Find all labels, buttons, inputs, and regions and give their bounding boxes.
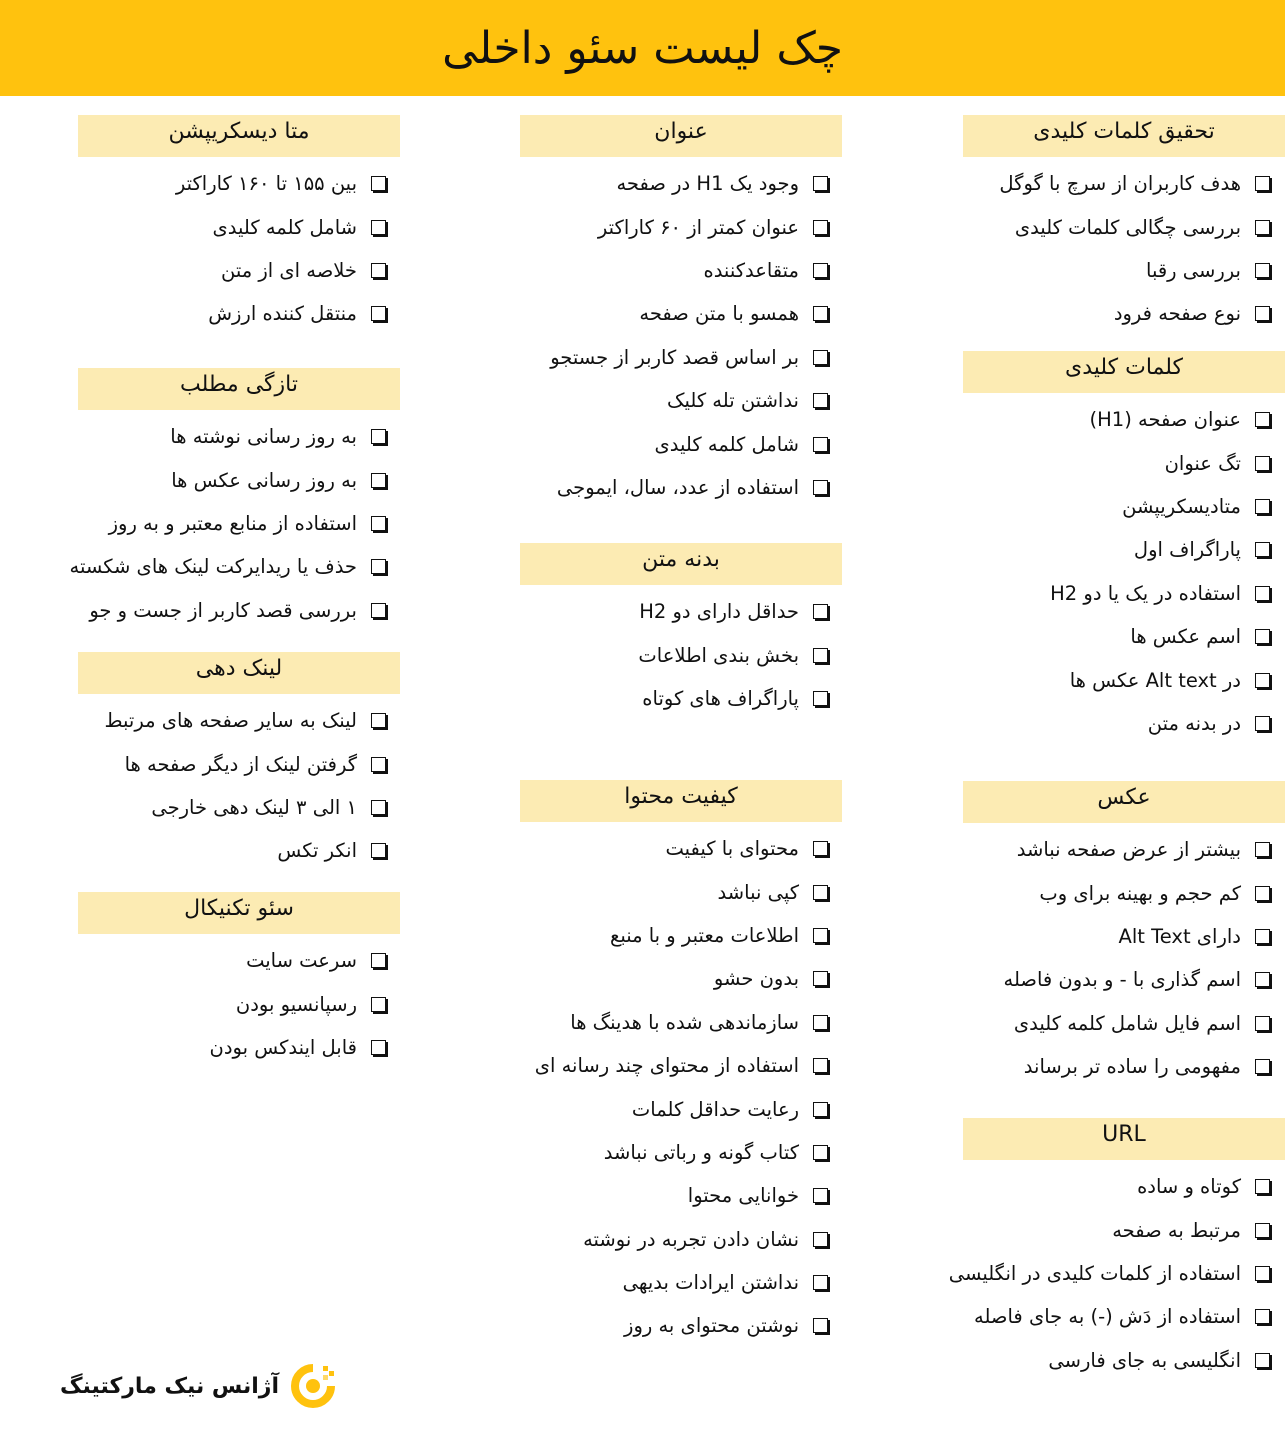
section-title: کلمات کلیدی <box>963 351 1285 393</box>
checkbox-icon[interactable] <box>813 1318 828 1333</box>
checkbox-icon[interactable] <box>1255 629 1270 644</box>
checklist-section <box>78 892 400 1059</box>
checklist-item[interactable] <box>550 292 830 335</box>
checklist-item-label: پاراگراف اول <box>1133 538 1241 562</box>
checklist-item-label: شامل کلمه کلیدی <box>212 215 357 239</box>
checkbox-icon[interactable] <box>813 480 828 495</box>
checklist-item-label: لینک به سایر صفحه های مرتبط <box>104 709 357 733</box>
checklist-item[interactable] <box>1004 1002 1273 1045</box>
checklist-item-label: مرتبط به صفحه <box>1112 1218 1241 1242</box>
section-title: بدنه متن <box>520 543 842 585</box>
checklist-item[interactable] <box>535 1218 830 1261</box>
checkbox-icon[interactable] <box>1255 886 1270 901</box>
checklist-item-label: استفاده از عدد، سال، ایموجی <box>556 475 799 499</box>
checklist <box>1050 398 1272 745</box>
checklist-item-label: تگ عنوان <box>1164 451 1241 475</box>
checkbox-icon[interactable] <box>371 220 386 235</box>
checklist-section <box>520 115 842 499</box>
section-title: کیفیت محتوا <box>520 780 842 822</box>
checkbox-icon[interactable] <box>1255 412 1270 427</box>
checklist-item-label: عنوان کمتر از ۶۰ کاراکتر <box>597 215 799 239</box>
checklist-item[interactable] <box>210 982 388 1025</box>
checklist-item-label: انگلیسی به جای فارسی <box>1048 1348 1241 1372</box>
checklist-item-label: منتقل کننده ارزش <box>208 302 357 326</box>
section-title: تحقیق کلمات کلیدی <box>963 115 1285 157</box>
checklist-item[interactable] <box>176 292 388 335</box>
checklist-item-label: کتاب گونه و رباتی نباشد <box>603 1140 799 1164</box>
checklist-item[interactable] <box>535 1304 830 1347</box>
checklist-item[interactable] <box>638 590 830 633</box>
checklist-item-label: ۱ الی ۳ لینک دهی خارجی <box>151 795 357 819</box>
checklist <box>70 415 388 632</box>
checkbox-icon[interactable] <box>371 843 386 858</box>
checkbox-icon[interactable] <box>1255 1309 1270 1324</box>
checklist-item-label: نداشتن تله کلیک <box>667 389 799 413</box>
checklist <box>949 1165 1272 1382</box>
checkbox-icon[interactable] <box>1255 1179 1270 1194</box>
checkbox-icon[interactable] <box>1255 1353 1270 1368</box>
checklist-item-label: بر اساس قصد کاربر از جستجو <box>550 345 799 369</box>
brand-logo <box>60 1362 337 1410</box>
checklist-item-label: اسم عکس ها <box>1130 625 1241 649</box>
checklist-section <box>963 115 1285 326</box>
checklist <box>176 162 388 336</box>
checklist-item[interactable] <box>550 205 830 248</box>
checklist-item[interactable] <box>535 1001 830 1044</box>
checklist-item[interactable] <box>535 870 830 913</box>
checklist-item[interactable] <box>1004 958 1273 1001</box>
checklist-item[interactable] <box>70 415 388 458</box>
checklist <box>1004 828 1273 1088</box>
checklist-item[interactable] <box>105 786 388 829</box>
checkbox-icon[interactable] <box>813 263 828 278</box>
checklist-item-label: نوشتن محتوای به روز <box>624 1314 799 1338</box>
checklist-item-label: بررسی چگالی کلمات کلیدی <box>1014 215 1241 239</box>
checkbox-icon[interactable] <box>371 263 386 278</box>
checklist-item-label: بیشتر از عرض صفحه نباشد <box>1016 838 1241 862</box>
checklist-item-label: بدون حشو <box>713 967 799 991</box>
checkbox-icon[interactable] <box>813 1015 828 1030</box>
checklist-item[interactable] <box>949 1165 1272 1208</box>
checklist <box>999 162 1272 336</box>
checkbox-icon[interactable] <box>813 928 828 943</box>
brand-name: آژانس نیک مارکتینگ <box>60 1373 280 1399</box>
checklist-item-label: اسم فایل شامل کلمه کلیدی <box>1013 1011 1241 1035</box>
checklist-item-label: رسپانسیو بودن <box>235 992 357 1016</box>
checklist-item-label: بخش بندی اطلاعات <box>638 643 799 667</box>
checkbox-icon[interactable] <box>1255 1016 1270 1031</box>
checkbox-icon[interactable] <box>371 429 386 444</box>
checklist-item[interactable] <box>535 1174 830 1217</box>
checklist-item[interactable] <box>176 249 388 292</box>
checklist-section <box>78 115 400 326</box>
checklist-item-label: کم حجم و بهینه برای وب <box>1039 881 1241 905</box>
brand-logo-icon <box>289 1362 337 1410</box>
checklist-item-label: کپی نباشد <box>717 880 799 904</box>
checkbox-icon[interactable] <box>1255 499 1270 514</box>
checkbox-icon[interactable] <box>1255 673 1270 688</box>
checklist-section <box>78 652 400 863</box>
checkbox-icon[interactable] <box>1255 842 1270 857</box>
title-banner <box>0 0 1285 96</box>
checklist-item[interactable] <box>999 205 1272 248</box>
checklist-item-label: حذف یا ریدایرکت لینک های شکسته <box>69 555 357 579</box>
section-title: لینک دهی <box>78 652 400 694</box>
checklist-section <box>520 780 842 1338</box>
checklist-item[interactable] <box>1050 658 1272 701</box>
checklist-item-label: بررسی رقبا <box>1146 258 1241 282</box>
checklist <box>105 699 388 873</box>
checkbox-icon[interactable] <box>813 1058 828 1073</box>
checkbox-icon[interactable] <box>1255 1223 1270 1238</box>
checklist-section <box>948 1118 1285 1372</box>
checklist-item-label: متقاعدکننده <box>703 258 799 282</box>
checkbox-icon[interactable] <box>1255 1059 1270 1074</box>
checklist-item-label: خلاصه ای از متن <box>221 258 357 282</box>
checklist-item[interactable] <box>535 957 830 1000</box>
checklist-item-label: اطلاعات معتبر و با منبع <box>609 923 799 947</box>
checklist-item-label: حداقل دارای دو H2 <box>639 600 799 624</box>
checkbox-icon[interactable] <box>813 437 828 452</box>
checkbox-icon[interactable] <box>813 841 828 856</box>
checklist-section <box>69 368 400 622</box>
checklist-item-label: سازماندهی شده با هدینگ ها <box>570 1010 799 1034</box>
checkbox-icon[interactable] <box>371 603 386 618</box>
checklist-item[interactable] <box>550 162 830 205</box>
checklist-item-label: استفاده از دَش (-) به جای فاصله <box>974 1305 1241 1329</box>
checklist-item[interactable] <box>1050 398 1272 441</box>
checklist-item-label: هدف کاربران از سرچ با گوگل <box>999 172 1241 196</box>
checklist-item[interactable] <box>70 502 388 545</box>
checkbox-icon[interactable] <box>371 800 386 815</box>
checklist-item[interactable] <box>550 379 830 422</box>
checkbox-icon[interactable] <box>1255 456 1270 471</box>
checklist-item-label: اسم گذاری با - و بدون فاصله <box>1003 968 1241 992</box>
section-title: سئو تکنیکال <box>78 892 400 934</box>
checklist-item[interactable] <box>70 589 388 632</box>
checklist-item-label: استفاده در یک یا دو H2 <box>1050 581 1241 605</box>
checklist-item[interactable] <box>1050 572 1272 615</box>
checklist-item[interactable] <box>1050 615 1272 658</box>
checkbox-icon[interactable] <box>813 648 828 663</box>
checklist-item-label: نوع صفحه فرود <box>1113 302 1241 326</box>
checklist-item[interactable] <box>70 458 388 501</box>
checklist-item[interactable] <box>535 1044 830 1087</box>
checkbox-icon[interactable] <box>371 559 386 574</box>
checklist <box>535 827 830 1348</box>
checklist <box>638 590 830 720</box>
checklist-item-label: استفاده از کلمات کلیدی در انگلیسی <box>948 1261 1241 1285</box>
checklist-item[interactable] <box>999 292 1272 335</box>
checkbox-icon[interactable] <box>371 473 386 488</box>
checkbox-icon[interactable] <box>371 1040 386 1055</box>
checklist-item-label: پاراگراف های کوتاه <box>642 686 799 710</box>
checkbox-icon[interactable] <box>813 1275 828 1290</box>
checkbox-icon[interactable] <box>813 176 828 191</box>
checkbox-icon[interactable] <box>1255 263 1270 278</box>
checklist-item-label: متادیسکریپشن <box>1122 494 1241 518</box>
checklist-item-label: وجود یک H1 در صفحه <box>616 172 799 196</box>
checklist-item-label: رعایت حداقل کلمات <box>631 1097 799 1121</box>
checklist-item-label: شامل کلمه کلیدی <box>654 432 799 456</box>
checklist-item[interactable] <box>1004 1045 1273 1088</box>
checklist-item[interactable] <box>1050 528 1272 571</box>
checklist-item[interactable] <box>176 205 388 248</box>
checklist-item[interactable] <box>550 466 830 509</box>
checklist-item-label: بررسی قصد کاربر از جست و جو <box>89 598 357 622</box>
checklist <box>210 939 388 1069</box>
checkbox-icon[interactable] <box>1255 220 1270 235</box>
checklist-item[interactable] <box>210 1026 388 1069</box>
checklist-item-label: نشان دادن تجربه در نوشته <box>583 1227 799 1251</box>
checkbox-icon[interactable] <box>813 393 828 408</box>
checklist-item[interactable] <box>638 633 830 676</box>
checklist-item[interactable] <box>550 422 830 465</box>
section-title: عنوان <box>520 115 842 157</box>
checkbox-icon[interactable] <box>371 306 386 321</box>
checkbox-icon[interactable] <box>813 1145 828 1160</box>
checklist-item-label: سرعت سایت <box>246 949 357 973</box>
checklist-item-label: استفاده از محتوای چند رسانه ای <box>534 1054 799 1078</box>
checklist-item-label: کوتاه و ساده <box>1137 1175 1241 1199</box>
checklist-section <box>963 351 1285 735</box>
checklist-item[interactable] <box>949 1208 1272 1251</box>
checklist-item[interactable] <box>949 1339 1272 1382</box>
checkbox-icon[interactable] <box>813 350 828 365</box>
checkbox-icon[interactable] <box>371 757 386 772</box>
checkbox-icon[interactable] <box>813 1102 828 1117</box>
checklist-item[interactable] <box>210 939 388 982</box>
checkbox-icon[interactable] <box>813 971 828 986</box>
checklist-item[interactable] <box>1004 871 1273 914</box>
checkbox-icon[interactable] <box>1255 542 1270 557</box>
checklist-item[interactable] <box>105 742 388 785</box>
page-title: چک لیست سئو داخلی <box>442 22 843 74</box>
checklist-item[interactable] <box>1004 915 1273 958</box>
checkbox-icon[interactable] <box>1255 306 1270 321</box>
checklist-item-label: دارای Alt Text <box>1118 924 1241 948</box>
checklist-item-label: به روز رسانی عکس ها <box>171 468 357 492</box>
checklist-item-label: انکر تکس <box>277 839 357 863</box>
checklist-item[interactable] <box>999 162 1272 205</box>
checklist-item[interactable] <box>535 1131 830 1174</box>
checklist-section <box>520 543 842 710</box>
checklist-item[interactable] <box>550 249 830 292</box>
checkbox-icon[interactable] <box>1255 716 1270 731</box>
checkbox-icon[interactable] <box>813 306 828 321</box>
checklist-item-label: استفاده از منابع معتبر و به روز <box>108 511 357 535</box>
checklist-item[interactable] <box>1004 828 1273 871</box>
checklist-item[interactable] <box>550 336 830 379</box>
checkbox-icon[interactable] <box>813 885 828 900</box>
section-title: عکس <box>963 781 1285 823</box>
checklist-item-label: محتوای با کیفیت <box>665 837 799 861</box>
checklist-item[interactable] <box>535 1087 830 1130</box>
checklist-item[interactable] <box>949 1295 1272 1338</box>
checkbox-icon[interactable] <box>813 1232 828 1247</box>
checkbox-icon[interactable] <box>813 604 828 619</box>
checkbox-icon[interactable] <box>371 176 386 191</box>
checklist-section <box>963 781 1285 1079</box>
checklist-item[interactable] <box>535 1261 830 1304</box>
checklist-item[interactable] <box>1050 485 1272 528</box>
section-title: متا دیسکریپشن <box>78 115 400 157</box>
checkbox-icon[interactable] <box>1255 929 1270 944</box>
checklist-item-label: در بدنه متن <box>1147 711 1241 735</box>
checklist <box>550 162 830 509</box>
checklist-item-label: عنوان صفحه (H1) <box>1089 408 1241 432</box>
checklist-item[interactable] <box>535 827 830 870</box>
checklist-item-label: بین ۱۵۵ تا ۱۶۰ کاراکتر <box>175 172 357 196</box>
checklist-item[interactable] <box>105 699 388 742</box>
checklist-item-label: گرفتن لینک از دیگر صفحه ها <box>124 752 357 776</box>
checklist-item[interactable] <box>535 914 830 957</box>
checklist-item[interactable] <box>999 249 1272 292</box>
checkbox-icon[interactable] <box>813 1188 828 1203</box>
checklist-item-label: همسو با متن صفحه <box>639 302 799 326</box>
section-title: تازگی مطلب <box>78 368 400 410</box>
checklist-item[interactable] <box>1050 441 1272 484</box>
checklist-item[interactable] <box>638 677 830 720</box>
checklist-item[interactable] <box>176 162 388 205</box>
checkbox-icon[interactable] <box>1255 1266 1270 1281</box>
checklist-item-label: نداشتن ایرادات بدیهی <box>622 1271 799 1295</box>
checkbox-icon[interactable] <box>813 691 828 706</box>
section-title: URL <box>963 1118 1285 1160</box>
checklist-item[interactable] <box>949 1252 1272 1295</box>
checklist-item[interactable] <box>105 829 388 872</box>
checkbox-icon[interactable] <box>371 953 386 968</box>
checkbox-icon[interactable] <box>1255 972 1270 987</box>
checkbox-icon[interactable] <box>1255 586 1270 601</box>
checklist-item-label: خوانایی محتوا <box>687 1184 799 1208</box>
checklist-item-label: قابل ایندکس بودن <box>209 1035 357 1059</box>
checkbox-icon[interactable] <box>371 997 386 1012</box>
checkbox-icon[interactable] <box>813 220 828 235</box>
checkbox-icon[interactable] <box>371 516 386 531</box>
checkbox-icon[interactable] <box>371 713 386 728</box>
checklist-item-label: در Alt text عکس ها <box>1069 668 1241 692</box>
checklist-item[interactable] <box>70 545 388 588</box>
checkbox-icon[interactable] <box>1255 176 1270 191</box>
checklist-item[interactable] <box>1050 702 1272 745</box>
checklist-item-label: به روز رسانی نوشته ها <box>170 425 357 449</box>
checklist-item-label: مفهومی را ساده تر برساند <box>1023 1055 1241 1079</box>
